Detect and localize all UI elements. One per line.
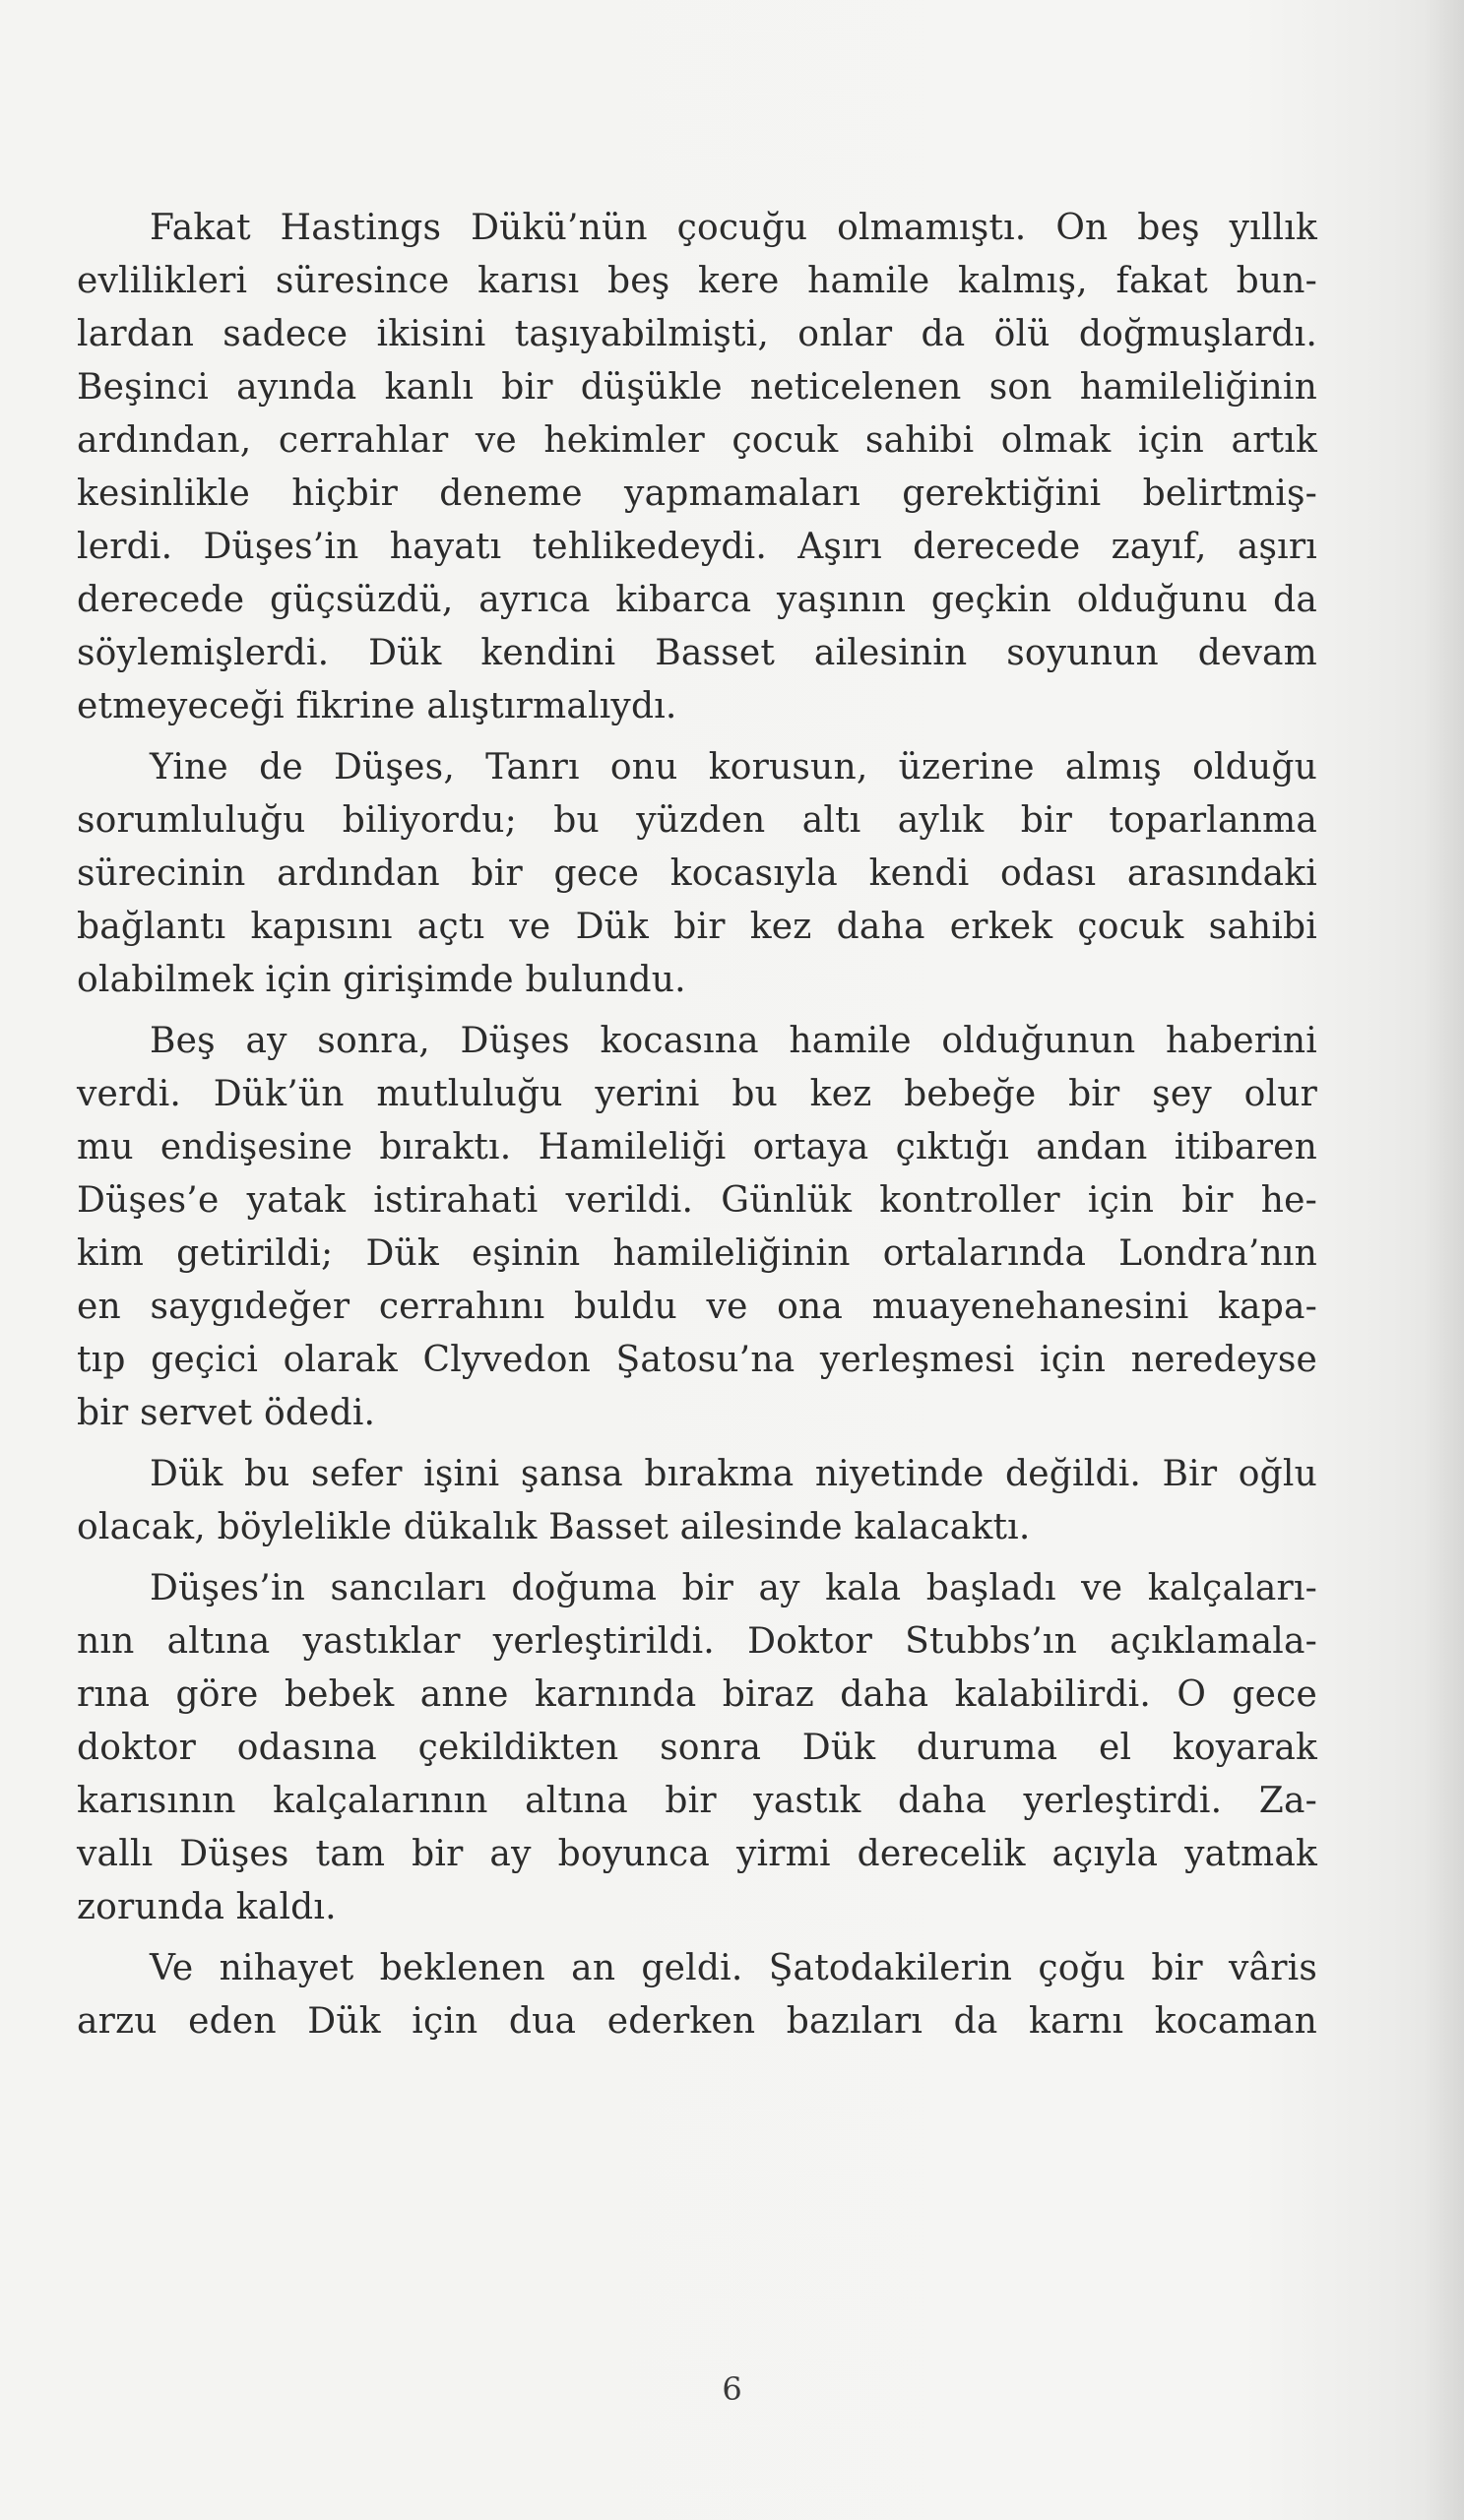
text-line: Fakat Hastings Dükü’nün çocuğu olmamıştı. On beş yıllık <box>150 208 1317 248</box>
paragraph <box>77 1562 1317 1934</box>
text-line: olacak, böylelikle dükalık Basset ailesinde kalacaktı. <box>77 1507 1031 1547</box>
text-line: sorumluluğu biliyordu; bu yüzden altı aylık bir toparlanma <box>77 800 1317 841</box>
text-line: mu endişesine bıraktı. Hamileliği ortaya çıktığı andan itibaren <box>77 1127 1317 1167</box>
text-line: söylemişlerdi. Dük kendini Basset ailesinin soyunun devam <box>77 633 1317 673</box>
text-line: sürecinin ardından bir gece kocasıyla kendi odası arasındaki <box>77 853 1317 894</box>
text-line: verdi. Dük’ün mutluluğu yerini bu kez bebeğe bir şey olur <box>77 1074 1317 1114</box>
page-edge-shadow <box>1425 0 1464 2520</box>
paragraph <box>77 1015 1317 1440</box>
text-line: ardından, cerrahlar ve hekimler çocuk sahibi olmak için artık <box>77 420 1317 461</box>
paragraph <box>77 1448 1317 1554</box>
text-line: Beş ay sonra, Düşes kocasına hamile olduğunun haberini <box>150 1021 1317 1061</box>
text-line: karısının kalçalarının altına bir yastık daha yerleştirdi. Za- <box>77 1781 1317 1821</box>
text-line: Düşes’e yatak istirahati verildi. Günlük kontroller için bir he- <box>77 1180 1317 1221</box>
text-line: evlilikleri süresince karısı beş kere hamile kalmış, fakat bun- <box>77 261 1317 301</box>
text-line: vallı Düşes tam bir ay boyunca yirmi derecelik açıyla yatmak <box>77 1834 1317 1874</box>
text-line: lerdi. Düşes’in hayatı tehlikedeydi. Aşırı derecede zayıf, aşırı <box>77 527 1317 567</box>
text-line: Yine de Düşes, Tanrı onu korusun, üzerine almış olduğu <box>150 747 1317 788</box>
text-line: arzu eden Dük için dua ederken bazıları da karnı kocaman <box>77 2001 1317 2042</box>
text-line: doktor odasına çekildikten sonra Dük duruma el koyarak <box>77 1728 1317 1768</box>
paragraph <box>77 202 1317 733</box>
text-line: nın altına yastıklar yerleştirildi. Doktor Stubbs’ın açıklamala- <box>77 1621 1317 1662</box>
text-line: Ve nihayet beklenen an geldi. Şatodakilerin çoğu bir vâris <box>150 1948 1317 1988</box>
paragraph <box>77 1942 1317 2048</box>
paragraph <box>77 741 1317 1007</box>
text-line: etmeyeceği fikrine alıştırmalıydı. <box>77 686 677 726</box>
text-line: bir servet ödedi. <box>77 1393 376 1433</box>
text-line: Düşes’in sancıları doğuma bir ay kala başladı ve kalçaları- <box>150 1568 1317 1608</box>
text-line: lardan sadece ikisini taşıyabilmişti, onlar da ölü doğmuşlardı. <box>77 314 1317 354</box>
text-line: kim getirildi; Dük eşinin hamileliğinin ortalarında Londra’nın <box>77 1233 1317 1274</box>
text-line: Beşinci ayında kanlı bir düşükle neticelenen son hamileliğinin <box>77 367 1317 408</box>
page-number: 6 <box>722 2370 742 2408</box>
text-line: Dük bu sefer işini şansa bırakma niyetinde değildi. Bir oğlu <box>150 1454 1317 1494</box>
text-line: derecede güçsüzdü, ayrıca kibarca yaşının geçkin olduğunu da <box>77 580 1317 620</box>
body-text <box>77 202 1317 2056</box>
text-line: zorunda kaldı. <box>77 1887 337 1927</box>
text-line: rına göre bebek anne karnında biraz daha kalabilirdi. O gece <box>77 1674 1317 1715</box>
text-line: bağlantı kapısını açtı ve Dük bir kez daha erkek çocuk sahibi <box>77 907 1317 947</box>
text-line: en saygıdeğer cerrahını buldu ve ona muayenehanesini kapa- <box>77 1287 1317 1327</box>
text-line: olabilmek için girişimde bulundu. <box>77 960 686 1000</box>
text-line: tıp geçici olarak Clyvedon Şatosu’na yerleşmesi için neredeyse <box>77 1340 1317 1380</box>
text-line: kesinlikle hiçbir deneme yapmamaları gerektiğini belirtmiş- <box>77 473 1317 514</box>
